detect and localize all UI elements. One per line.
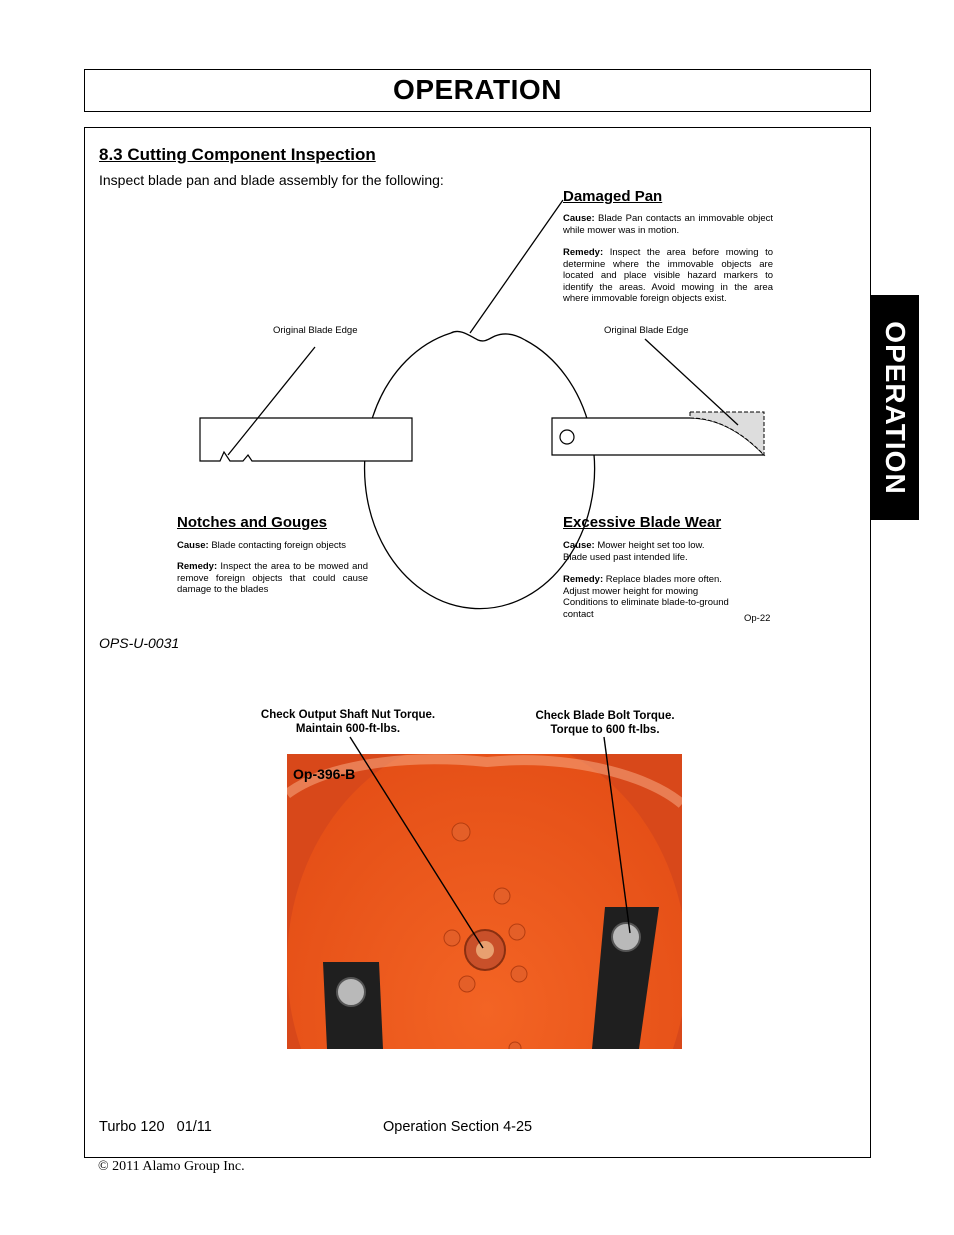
remedy-label: Remedy: (177, 561, 218, 572)
remedy-label: Remedy: (563, 247, 604, 258)
original-edge-left-label: Original Blade Edge (273, 325, 358, 336)
caption-line: Check Output Shaft Nut Torque. (260, 709, 436, 721)
cause-text: Mower height set too low. Blade used past intended life. (563, 540, 705, 563)
original-edge-right-label: Original Blade Edge (604, 325, 689, 336)
cause-label: Cause: (177, 540, 209, 551)
footer-section-page: Operation Section 4-25 (383, 1119, 533, 1135)
cause-label: Cause: (563, 213, 595, 224)
wear-title: Excessive Blade Wear (563, 514, 722, 531)
remedy-text: Inspect the area to be mowed and remove foreign objects that could cause damage to the blades (177, 561, 368, 595)
figure-id-op22: Op-22 (744, 613, 771, 624)
footer-model-date: Turbo 120 01/11 (99, 1119, 212, 1135)
page-header-title: OPERATION (393, 74, 562, 105)
notches-title: Notches and Gouges (177, 514, 328, 531)
side-tab-label: OPERATION (879, 320, 911, 495)
shaft-nut-pointer (350, 737, 483, 948)
copyright: © 2011 Alamo Group Inc. (98, 1159, 245, 1174)
remedy-label: Remedy: (563, 574, 604, 585)
caption-line: Torque to 600 ft-lbs. (550, 724, 660, 736)
cause-label: Cause: (563, 540, 595, 551)
remedy-text: Inspect the area before mowing to determine where the immovable objects are located and place visible hazard markers to identify the areas. Avoid mowing in the area where immovable foreign objects exist. (563, 247, 773, 304)
section-title: 8.3 Cutting Component Inspection (99, 145, 376, 164)
cause-text: Blade Pan contacts an immovable object while mower was in motion. (563, 213, 773, 236)
figure-id-op396b: Op-396-B (293, 766, 356, 782)
remedy-text: Replace blades more often. Adjust mower height for mowing Conditions to eliminate blade-to-ground contact (563, 574, 729, 620)
damaged-pan-title: Damaged Pan (563, 188, 663, 205)
caption-line: Check Blade Bolt Torque. (535, 710, 675, 722)
cause-text: Blade contacting foreign objects (211, 540, 346, 551)
reference-code: OPS-U-0031 (99, 635, 180, 651)
section-intro: Inspect blade pan and blade assembly for the following: (99, 172, 444, 188)
caption-line: Maintain 600-ft-lbs. (295, 723, 401, 735)
blade-bolt-pointer (604, 737, 630, 933)
